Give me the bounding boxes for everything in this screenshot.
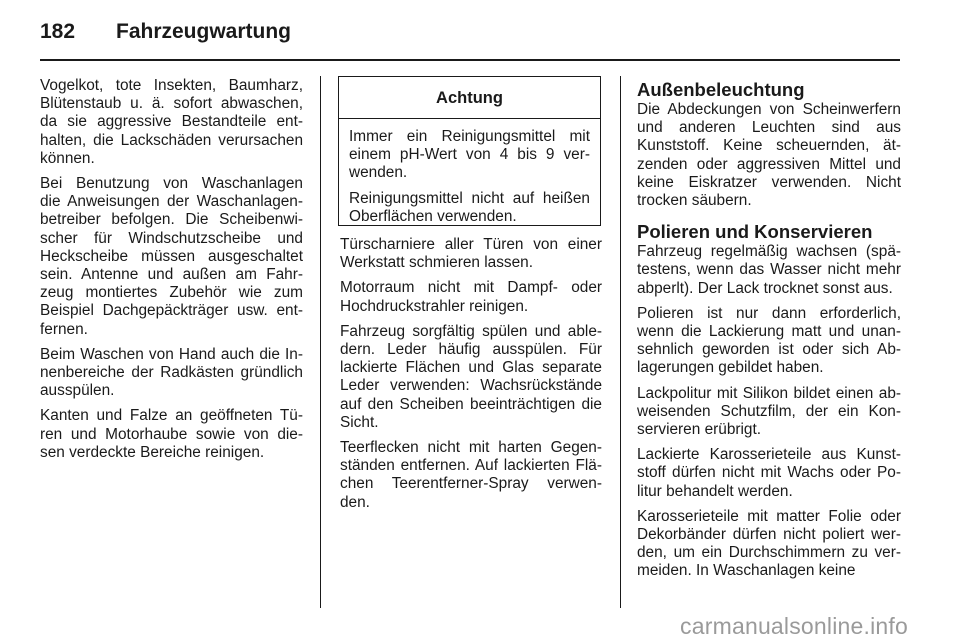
caution-body bbox=[339, 119, 600, 226]
caution-title: Achtung bbox=[339, 77, 600, 119]
text-line: meiden. In Waschanlagen keine bbox=[637, 562, 856, 580]
text-line: und anderen Leuchten sind aus bbox=[637, 119, 901, 137]
paragraph bbox=[40, 346, 303, 401]
text-line: zeug montiertes Zubehör wie zum bbox=[40, 284, 303, 302]
text-line: Werkstatt schmieren lassen. bbox=[340, 254, 534, 272]
paragraph bbox=[349, 190, 590, 226]
text-line: trocken säubern. bbox=[637, 192, 752, 210]
paragraph bbox=[40, 407, 303, 462]
text-line: litur behandelt werden. bbox=[637, 482, 793, 500]
text-line: zenden oder aggressiven Mittel und bbox=[637, 155, 901, 173]
polishing-paragraphs bbox=[637, 243, 901, 580]
text-line: abperlt). Der Lack trocknet sonst aus. bbox=[637, 279, 893, 297]
text-line: Lackierte Karosserieteile aus Kunst- bbox=[637, 446, 901, 464]
text-line: lagerungen gebildet haben. bbox=[637, 359, 824, 377]
text-line: Lackpolitur mit Silikon bildet einen ab- bbox=[637, 384, 901, 402]
text-line: lackierte Flächen und Glas separate bbox=[340, 359, 602, 377]
paragraph bbox=[340, 279, 602, 315]
text-line: sehnlich geworden ist oder sich Ab- bbox=[637, 341, 901, 359]
text-line: sein. Antenne und außen am Fahr- bbox=[40, 266, 303, 284]
text-line: weisenden Schutzfilm, der ein Kon- bbox=[637, 402, 901, 420]
text-line: Türscharniere aller Türen von einer bbox=[340, 236, 602, 253]
text-line: testens, wenn das Wasser nicht mehr bbox=[637, 261, 901, 279]
text-line: Oberflächen verwenden. bbox=[349, 207, 517, 225]
text-line: ständen entfernen. Auf lackierten Flä- bbox=[340, 457, 602, 475]
paragraph bbox=[637, 446, 901, 501]
paragraph bbox=[340, 236, 602, 272]
text-line: den, um ein Durchschimmern zu ver- bbox=[637, 544, 901, 562]
text-line: halten, die Lackschäden verursachen bbox=[40, 131, 303, 149]
middle-paragraphs bbox=[340, 236, 602, 512]
paragraph bbox=[637, 508, 901, 581]
text-line: da sie aggressive Bestandteile ent- bbox=[40, 113, 303, 131]
text-line: Leder verwenden: Wachsrückstände bbox=[340, 377, 602, 395]
text-line: ren und Motorhaube sowie von die- bbox=[40, 425, 303, 443]
chapter-title: Fahrzeugwartung bbox=[116, 20, 292, 43]
text-line: Polieren ist nur dann erforderlich, bbox=[637, 304, 901, 322]
text-line: Hochdruckstrahler reinigen. bbox=[340, 297, 529, 315]
text-line: die Anweisungen der Waschanlagen- bbox=[40, 193, 303, 211]
column-middle bbox=[340, 236, 602, 519]
paragraph bbox=[637, 305, 901, 378]
text-line: Bei Benutzung von Waschanlagen bbox=[40, 175, 303, 193]
text-line: servieren erübrigt. bbox=[637, 421, 762, 439]
text-line: chen Teerentferner-Spray verwen- bbox=[340, 475, 602, 493]
paragraph bbox=[637, 243, 901, 298]
text-line: wenden. bbox=[349, 164, 408, 182]
page-header bbox=[40, 20, 291, 46]
text-line: Kanten und Falze an geöffneten Tü- bbox=[40, 407, 303, 425]
paragraph bbox=[637, 385, 901, 440]
caution-box bbox=[338, 76, 601, 226]
paragraph bbox=[340, 439, 602, 512]
text-line: stoff dürfen nicht mit Wachs oder Po- bbox=[637, 464, 901, 482]
exterior-lights-paragraphs bbox=[637, 101, 901, 210]
text-line: Fahrzeug sorgfältig spülen und able- bbox=[340, 322, 602, 340]
text-line: Beim Waschen von Hand auch die In- bbox=[40, 345, 303, 363]
text-line: Immer ein Reinigungsmittel mit bbox=[349, 128, 590, 145]
text-line: keine Eiskratzer verwenden. Nicht bbox=[637, 173, 901, 191]
paragraph bbox=[40, 77, 303, 168]
text-line: können. bbox=[40, 149, 95, 167]
text-line: sen verdeckte Bereiche reinigen. bbox=[40, 443, 265, 461]
text-line: Reinigungsmittel nicht auf heißen bbox=[349, 189, 590, 207]
text-line: Die Abdeckungen von Scheinwerfern bbox=[637, 101, 901, 118]
text-line: Karosserieteile mit matter Folie oder bbox=[637, 507, 901, 525]
header-rule bbox=[40, 59, 900, 61]
text-line: Blütenstaub u. ä. sofort abwaschen, bbox=[40, 95, 303, 113]
text-line: Beispiel Dachgepäckträger usw. ent- bbox=[40, 302, 303, 320]
text-line: den. bbox=[340, 493, 370, 511]
text-line: Vogelkot, tote Insekten, Baumharz, bbox=[40, 77, 303, 94]
text-line: nenbereiche der Radkästen gründlich bbox=[40, 364, 303, 382]
text-line: dern. Leder häufig ausspülen. Für bbox=[340, 341, 602, 359]
text-line: einem pH-Wert von 4 bis 9 ver- bbox=[349, 146, 590, 164]
text-line: ausspülen. bbox=[40, 382, 115, 400]
text-line: Kunststoff. Keine scheuernden, ät- bbox=[637, 137, 901, 155]
text-line: Motorraum nicht mit Dampf- oder bbox=[340, 279, 602, 297]
left-paragraphs bbox=[40, 77, 303, 462]
column-left bbox=[40, 77, 303, 469]
text-line: Teerflecken nicht mit harten Gegen- bbox=[340, 439, 602, 457]
text-line: Sicht. bbox=[340, 413, 379, 431]
text-line: wenn die Lackierung matt und unan- bbox=[637, 323, 901, 341]
paragraph bbox=[40, 175, 303, 339]
paragraph bbox=[349, 128, 590, 183]
page-number: 182 bbox=[40, 20, 76, 43]
text-line: fernen. bbox=[40, 320, 88, 338]
text-line: betreiber befolgen. Die Scheibenwi- bbox=[40, 211, 303, 229]
column-divider-1 bbox=[320, 76, 321, 608]
text-line: scher für Windschutzscheibe und bbox=[40, 229, 303, 247]
text-line: Fahrzeug regelmäßig wachsen (spä- bbox=[637, 243, 901, 261]
column-divider-2 bbox=[620, 76, 621, 608]
text-line: Dekorbänder dürfen nicht poliert wer- bbox=[637, 526, 901, 544]
paragraph bbox=[637, 101, 901, 210]
text-line: auf den Scheiben beeinträchtigen die bbox=[340, 395, 602, 413]
section-heading-exterior-lights: Außenbeleuchtung bbox=[637, 79, 805, 100]
column-right bbox=[637, 79, 901, 588]
watermark: carmanualsonline.info bbox=[680, 613, 908, 639]
text-line: Heckscheibe müssen ausgeschaltet bbox=[40, 247, 303, 265]
paragraph bbox=[340, 323, 602, 432]
section-heading-polishing: Polieren und Konservieren bbox=[637, 221, 873, 243]
